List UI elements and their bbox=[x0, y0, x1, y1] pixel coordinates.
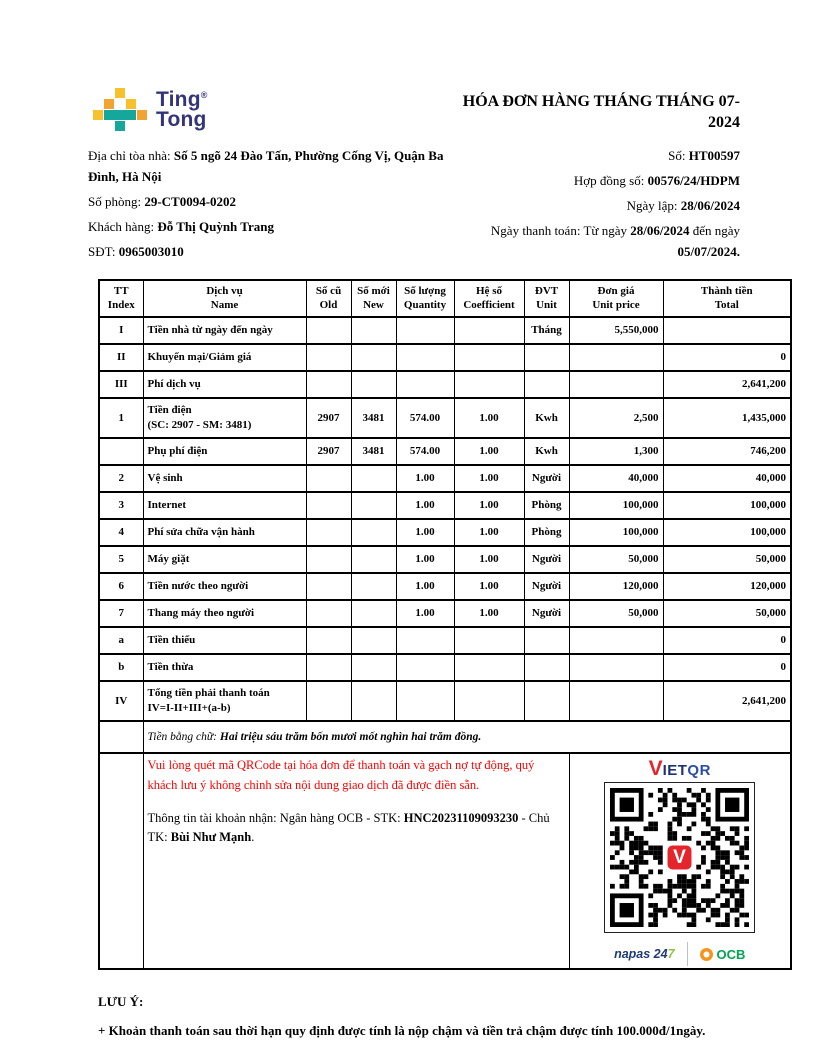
cell-coef: 1.00 bbox=[454, 573, 524, 600]
cell-tt: IV bbox=[99, 681, 143, 721]
cell-old bbox=[306, 573, 351, 600]
napas-logo: napas 247 bbox=[614, 946, 675, 961]
cell-tt: b bbox=[99, 654, 143, 681]
cell-new bbox=[351, 519, 396, 546]
footer-notes bbox=[0, 970, 817, 1039]
qr-code bbox=[604, 782, 755, 933]
cell-tt: III bbox=[99, 371, 143, 398]
cell-name: Phí sửa chữa vận hành bbox=[143, 519, 306, 546]
cell-coef bbox=[454, 371, 524, 398]
table-header-row bbox=[99, 280, 791, 318]
svg-text:V: V bbox=[673, 847, 687, 869]
table-row bbox=[99, 492, 791, 519]
cell-unit: Kwh bbox=[524, 438, 569, 465]
late-payment-note: + Khoản thanh toán sau thời hạn quy định được tính là nộp chậm và tiền trả chậm được tính 100.000đ/1ngày. bbox=[98, 1023, 706, 1039]
table-row bbox=[99, 654, 791, 681]
info-left bbox=[88, 145, 445, 266]
cell-price: 5,550,000 bbox=[569, 317, 663, 344]
invoice-table-body bbox=[99, 317, 791, 721]
cell-tt bbox=[99, 721, 143, 753]
cell-qty: 574.00 bbox=[396, 438, 454, 465]
cell-qty bbox=[396, 371, 454, 398]
cell-total: 2,641,200 bbox=[663, 371, 791, 398]
cell-tt: 7 bbox=[99, 600, 143, 627]
cell-old bbox=[306, 317, 351, 344]
cell-coef: 1.00 bbox=[454, 519, 524, 546]
cell-unit: Người bbox=[524, 600, 569, 627]
cell-new bbox=[351, 681, 396, 721]
cell-old bbox=[306, 519, 351, 546]
cell-qty: 574.00 bbox=[396, 398, 454, 438]
cell-name: Máy giặt bbox=[143, 546, 306, 573]
cell-tt: a bbox=[99, 627, 143, 654]
cell-unit bbox=[524, 654, 569, 681]
table-row bbox=[99, 627, 791, 654]
cell-name: Tiền điện (SC: 2907 - SM: 3481) bbox=[143, 398, 306, 438]
cell-qty bbox=[396, 627, 454, 654]
cell-name: Thang máy theo người bbox=[143, 600, 306, 627]
cell-old bbox=[306, 681, 351, 721]
cell-price bbox=[569, 654, 663, 681]
cell-total: 0 bbox=[663, 627, 791, 654]
cell-name: Tiền nhà từ ngày đến ngày bbox=[143, 317, 306, 344]
header bbox=[0, 0, 817, 134]
cell-qty: 1.00 bbox=[396, 465, 454, 492]
cell-qty: 1.00 bbox=[396, 600, 454, 627]
cell-price: 120,000 bbox=[569, 573, 663, 600]
cell-unit bbox=[524, 344, 569, 371]
tingtong-logo bbox=[93, 88, 208, 131]
cell-qty bbox=[396, 681, 454, 721]
cell-coef: 1.00 bbox=[454, 546, 524, 573]
cell-unit: Kwh bbox=[524, 398, 569, 438]
cell-unit: Người bbox=[524, 465, 569, 492]
cell-coef: 1.00 bbox=[454, 398, 524, 438]
cell-coef: 1.00 bbox=[454, 438, 524, 465]
table-row bbox=[99, 344, 791, 371]
payment-instructions bbox=[143, 753, 569, 969]
cell-qty bbox=[396, 344, 454, 371]
header-new: Số mới New bbox=[351, 280, 396, 318]
header-index: TT Index bbox=[99, 280, 143, 318]
cell-price: 50,000 bbox=[569, 600, 663, 627]
cell-price bbox=[569, 371, 663, 398]
table-row bbox=[99, 681, 791, 721]
cell-tt: 5 bbox=[99, 546, 143, 573]
cell-old bbox=[306, 344, 351, 371]
table-row bbox=[99, 465, 791, 492]
ocb-logo: OCB bbox=[700, 946, 746, 964]
amount-in-words-row bbox=[99, 721, 791, 753]
cell-tt: 3 bbox=[99, 492, 143, 519]
room-number: Số phòng: 29-CT0094-0202 bbox=[88, 193, 237, 209]
cell-old bbox=[306, 627, 351, 654]
cell-coef: 1.00 bbox=[454, 492, 524, 519]
tingtong-wordmark: Ting® Tong bbox=[156, 88, 208, 131]
cell-total bbox=[663, 317, 791, 344]
table-row bbox=[99, 438, 791, 465]
cell-new bbox=[351, 654, 396, 681]
cell-total: 50,000 bbox=[663, 600, 791, 627]
cell-price bbox=[569, 681, 663, 721]
vietqr-logo: VIETQR bbox=[648, 757, 711, 781]
cell-price: 40,000 bbox=[569, 465, 663, 492]
cell-total: 2,641,200 bbox=[663, 681, 791, 721]
cell-total: 50,000 bbox=[663, 546, 791, 573]
invoice-number: Số: HT00597 bbox=[668, 147, 740, 163]
cell-new bbox=[351, 546, 396, 573]
cell-unit: Người bbox=[524, 573, 569, 600]
cell-price: 1,300 bbox=[569, 438, 663, 465]
cell-total: 1,435,000 bbox=[663, 398, 791, 438]
cell-old bbox=[306, 600, 351, 627]
header-quantity: Số lượng Quantity bbox=[396, 280, 454, 318]
payment-qr-row bbox=[99, 753, 791, 969]
cell-name: Vệ sinh bbox=[143, 465, 306, 492]
cell-qty: 1.00 bbox=[396, 546, 454, 573]
cell-unit: Tháng bbox=[524, 317, 569, 344]
cell-tt: II bbox=[99, 344, 143, 371]
contract-number: Hợp đồng số: 00576/24/HDPM bbox=[573, 172, 740, 188]
cell-new bbox=[351, 317, 396, 344]
logo-divider bbox=[687, 942, 688, 966]
table-row bbox=[99, 317, 791, 344]
cell-total: 0 bbox=[663, 344, 791, 371]
payment-period: Ngày thanh toán: Từ ngày 28/06/2024 đến ngày 05/07/2024. bbox=[490, 222, 740, 259]
cell-qty: 1.00 bbox=[396, 492, 454, 519]
cell-name: Phí dịch vụ bbox=[143, 371, 306, 398]
cell-coef bbox=[454, 317, 524, 344]
header-old: Số cũ Old bbox=[306, 280, 351, 318]
table-row bbox=[99, 371, 791, 398]
cell-total: 100,000 bbox=[663, 519, 791, 546]
cell-old bbox=[306, 492, 351, 519]
cell-price bbox=[569, 344, 663, 371]
account-info: Thông tin tài khoản nhận: Ngân hàng OCB - STK: HNC20231109093230 - Chủ TK: Bùi Như Mạnh. bbox=[147, 811, 550, 845]
tingtong-logo-icon bbox=[93, 88, 147, 131]
header-coefficient: Hệ số Coefficient bbox=[454, 280, 524, 318]
qr-warning-text: Vui lòng quét mã QRCode tại hóa đơn để thanh toán và gạch nợ tự động, quý khách lưu ý không chỉnh sửa nội dung giao dịch đã được điền sẵn. bbox=[147, 758, 535, 792]
customer-name: Khách hàng: Đỗ Thị Quỳnh Trang bbox=[88, 218, 275, 234]
ocb-icon bbox=[700, 948, 713, 961]
building-address: Địa chỉ tòa nhà: Số 5 ngõ 24 Đào Tấn, Phường Cống Vị, Quận Ba Đình, Hà Nội bbox=[88, 147, 444, 184]
table-row bbox=[99, 600, 791, 627]
cell-new: 3481 bbox=[351, 438, 396, 465]
cell-total: 746,200 bbox=[663, 438, 791, 465]
cell-total: 100,000 bbox=[663, 492, 791, 519]
cell-tt: 4 bbox=[99, 519, 143, 546]
info-right bbox=[445, 145, 740, 266]
cell-qty bbox=[396, 317, 454, 344]
cell-new bbox=[351, 344, 396, 371]
cell-new bbox=[351, 600, 396, 627]
cell-price: 2,500 bbox=[569, 398, 663, 438]
qr-panel bbox=[569, 753, 791, 969]
cell-coef: 1.00 bbox=[454, 600, 524, 627]
header-total: Thành tiền Total bbox=[663, 280, 791, 318]
cell-new bbox=[351, 573, 396, 600]
cell-total: 0 bbox=[663, 654, 791, 681]
cell-price bbox=[569, 627, 663, 654]
cell-coef bbox=[454, 681, 524, 721]
cell-coef bbox=[454, 654, 524, 681]
table-row bbox=[99, 519, 791, 546]
table-row bbox=[99, 398, 791, 438]
cell-coef: 1.00 bbox=[454, 465, 524, 492]
header-name: Dịch vụ Name bbox=[143, 280, 306, 318]
cell-price: 100,000 bbox=[569, 519, 663, 546]
cell-qty: 1.00 bbox=[396, 573, 454, 600]
cell-coef bbox=[454, 627, 524, 654]
cell-qty bbox=[396, 654, 454, 681]
cell-unit bbox=[524, 681, 569, 721]
invoice-table bbox=[98, 279, 792, 971]
cell-price: 100,000 bbox=[569, 492, 663, 519]
cell-name: Tổng tiền phải thanh toán IV=I-II+III+(a-b) bbox=[143, 681, 306, 721]
cell-unit: Phòng bbox=[524, 519, 569, 546]
table-row bbox=[99, 573, 791, 600]
cell-tt bbox=[99, 438, 143, 465]
issue-date: Ngày lập: 28/06/2024 bbox=[626, 197, 740, 213]
notes-title: LƯU Ý: bbox=[98, 994, 144, 1010]
cell-old bbox=[306, 371, 351, 398]
cell-name: Tiền thừa bbox=[143, 654, 306, 681]
header-unit-price: Đơn giá Unit price bbox=[569, 280, 663, 318]
header-unit: ĐVT Unit bbox=[524, 280, 569, 318]
cell-price: 50,000 bbox=[569, 546, 663, 573]
cell-old bbox=[306, 654, 351, 681]
cell-name: Tiền nước theo người bbox=[143, 573, 306, 600]
cell-old: 2907 bbox=[306, 398, 351, 438]
cell-name: Khuyến mại/Giảm giá bbox=[143, 344, 306, 371]
payment-network-logos bbox=[574, 942, 787, 966]
cell-name: Internet bbox=[143, 492, 306, 519]
table-row bbox=[99, 546, 791, 573]
cell-unit bbox=[524, 371, 569, 398]
cell-tt bbox=[99, 753, 143, 969]
invoice-title: HÓA ĐƠN HÀNG THÁNG THÁNG 07-2024 bbox=[462, 93, 740, 131]
cell-tt: I bbox=[99, 317, 143, 344]
phone-number: SĐT: 0965003010 bbox=[88, 243, 184, 259]
cell-old bbox=[306, 546, 351, 573]
cell-name: Tiền thiếu bbox=[143, 627, 306, 654]
cell-tt: 1 bbox=[99, 398, 143, 438]
cell-unit bbox=[524, 627, 569, 654]
cell-old bbox=[306, 465, 351, 492]
cell-name: Phụ phí điện bbox=[143, 438, 306, 465]
cell-old: 2907 bbox=[306, 438, 351, 465]
cell-total: 120,000 bbox=[663, 573, 791, 600]
cell-new bbox=[351, 492, 396, 519]
cell-unit: Người bbox=[524, 546, 569, 573]
info-section bbox=[0, 134, 817, 266]
cell-total: 40,000 bbox=[663, 465, 791, 492]
cell-new bbox=[351, 465, 396, 492]
cell-new: 3481 bbox=[351, 398, 396, 438]
amount-in-words: Tiền bằng chữ: Hai triệu sáu trăm bốn mươi mốt nghìn hai trăm đồng. bbox=[143, 721, 791, 753]
cell-coef bbox=[454, 344, 524, 371]
cell-qty: 1.00 bbox=[396, 519, 454, 546]
cell-tt: 6 bbox=[99, 573, 143, 600]
cell-new bbox=[351, 627, 396, 654]
cell-tt: 2 bbox=[99, 465, 143, 492]
cell-new bbox=[351, 371, 396, 398]
cell-unit: Phòng bbox=[524, 492, 569, 519]
